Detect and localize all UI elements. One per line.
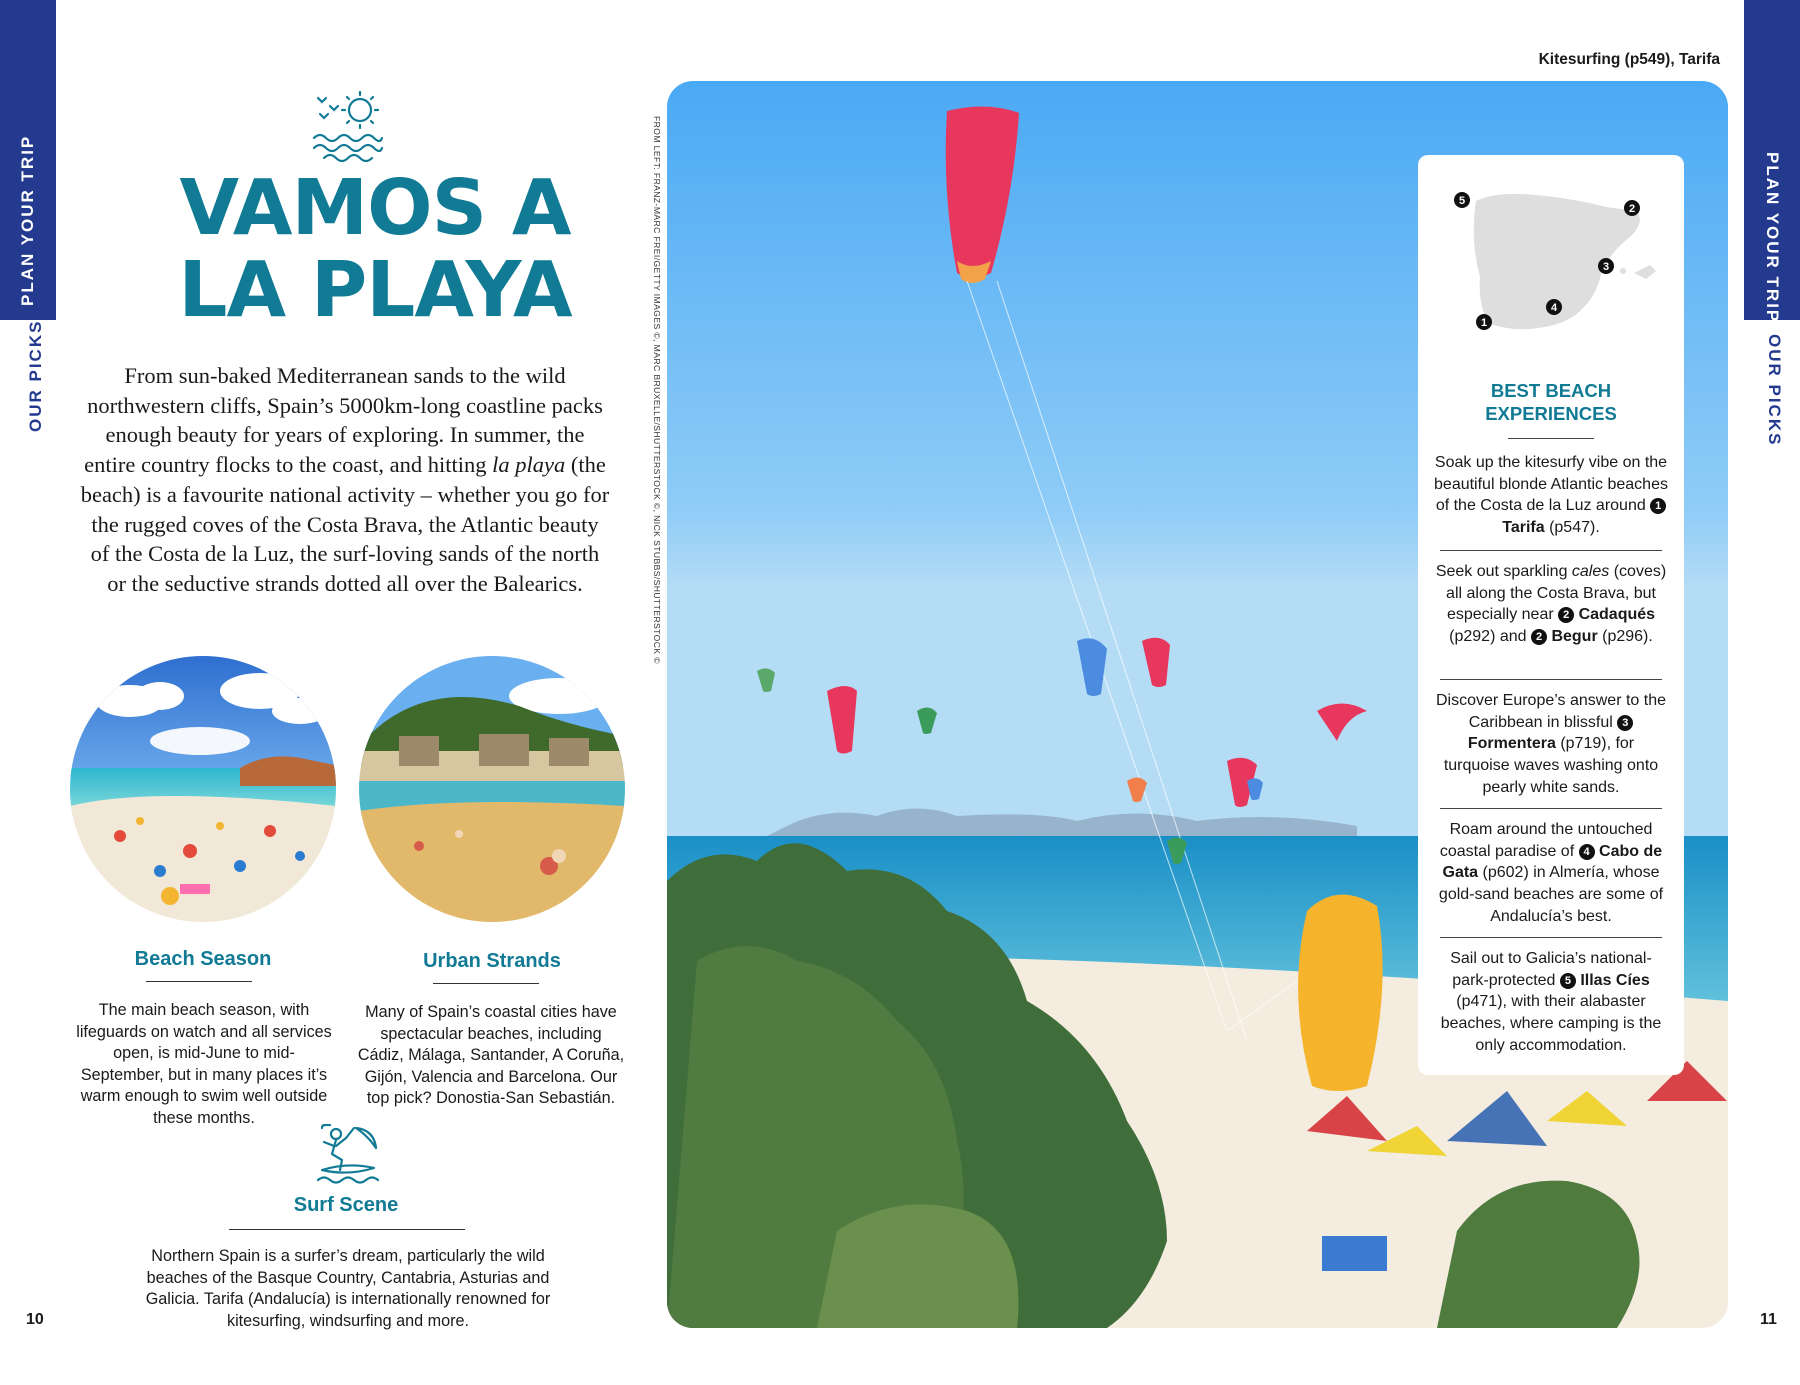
- pick-item: Sail out to Galicia’s national-park-protected 5 Illas Cíes (p471), with their alabaster beaches, where camping is the only accommodation.: [1440, 950, 1662, 1054]
- svg-text:2: 2: [1628, 203, 1636, 215]
- map-marker: [1546, 299, 1562, 315]
- svg-text:5: 5: [1458, 195, 1466, 207]
- beach-photo: [70, 656, 336, 922]
- subsection-label: OUR PICKS: [1765, 334, 1784, 447]
- pick-place: Cabo de Gata: [1442, 842, 1663, 882]
- section-tab-left: [0, 0, 56, 320]
- divider: [1508, 438, 1594, 439]
- divider: [1440, 808, 1662, 809]
- feature-title: Beach Season: [134, 948, 272, 970]
- page-title-line: LA PLAYA: [178, 246, 572, 335]
- svg-text:1: 1: [1480, 317, 1488, 329]
- panel-title-line: EXPERIENCES: [1485, 403, 1617, 424]
- pick-number: 3: [1617, 715, 1633, 731]
- divider: [1440, 550, 1662, 551]
- pick-place: Formentera: [1467, 735, 1556, 753]
- intro-text: From sun-baked Mediterranean sands to the wild northwestern cliffs, Spain’s 5000km-long coastline packs enough beauty for years of exploring. In summer, the entire country flocks to the coast, and hitting: [84, 363, 603, 478]
- pick-number: 5: [1560, 973, 1576, 989]
- page-title: [60, 164, 690, 335]
- feature-title: Urban Strands: [423, 950, 561, 972]
- pick-number: 2: [1531, 629, 1547, 645]
- svg-text:4: 4: [1550, 302, 1558, 314]
- pick-place: Cadaqués: [1578, 606, 1656, 624]
- feature-title: Surf Scene: [293, 1194, 399, 1216]
- page-title-line: VAMOS A: [179, 164, 571, 253]
- feature-body: Many of Spain’s coastal cities have spectacular beaches, including Cádiz, Málaga, Santander, A Coruña, Gijón, Valencia and Barcelona. Our top pick? Donostia-San Sebastián.: [357, 1003, 625, 1107]
- panel-title-line: BEST BEACH: [1490, 380, 1612, 401]
- surfer-icon: [316, 1124, 380, 1186]
- divider: [433, 983, 539, 984]
- spain-map: [1438, 173, 1668, 353]
- divider: [146, 981, 252, 982]
- pick-number: 2: [1558, 607, 1574, 623]
- pick-item: Seek out sparkling cales (coves) all along the Costa Brava, but especially near 2 Cadaqués (p292) and 2 Begur (p296).: [1435, 563, 1667, 646]
- pick-place: Illas Cíes: [1580, 971, 1650, 989]
- sun-waves-icon: [310, 90, 384, 162]
- svg-text:3: 3: [1602, 261, 1610, 273]
- feature-body: Northern Spain is a surfer’s dream, particularly the wild beaches of the Basque Country, Cantabria, Asturias and Galicia. Tarifa (Andalucía) is internationally renowned for kitesurfing, windsurfing and more.: [145, 1247, 551, 1330]
- city-beach-photo: [359, 656, 625, 922]
- photo-credit-text: FROM LEFT: FRANZ-MARC FREI/GETTY IMAGES ©, MARC BRUXELLE/SHUTTERSTOCK ©, NICK STUBBS/SHUTTERSTOCK ©: [652, 116, 662, 665]
- divider: [1440, 937, 1662, 938]
- pick-item: Soak up the kitesurfy vibe on the beautiful blonde Atlantic beaches of the Costa de la Luz around 1 Tarifa (p547).: [1434, 454, 1668, 537]
- page-number: 11: [1760, 1311, 1777, 1328]
- photo-credit: [650, 116, 660, 676]
- feature-body: The main beach season, with lifeguards on watch and all services open, is mid-June to mid-September, but in many places it’s warm enough to swim well outside these months.: [76, 1001, 332, 1127]
- divider: [229, 1229, 465, 1230]
- map-marker: [1454, 192, 1470, 208]
- map-marker: [1624, 200, 1640, 216]
- intro-italic: la playa: [492, 452, 566, 478]
- intro-text: (the beach) is a favourite national activity – whether you go for the rugged coves of the Costa Brava, the Atlantic beauty of the Costa de la Luz, the surf-loving sands of the north or the seductive strands dotted all over the Balearics.: [80, 452, 610, 596]
- subsection-label: OUR PICKS: [26, 319, 45, 432]
- photo-caption: Kitesurfing (p549), Tarifa: [1538, 51, 1720, 68]
- section-tab-label: PLAN YOUR TRIP: [1763, 152, 1782, 324]
- page-number: 10: [26, 1311, 44, 1328]
- pick-item: Roam around the untouched coastal paradise of 4 Cabo de Gata (p602) in Almería, whose gold-sand beaches are some of Andalucía’s best.: [1438, 821, 1664, 925]
- pick-place: Begur: [1551, 628, 1598, 646]
- map-marker: [1476, 314, 1492, 330]
- panel-title: [1418, 379, 1684, 425]
- section-tab-label: PLAN YOUR TRIP: [18, 134, 37, 306]
- pick-number: 1: [1650, 498, 1666, 514]
- section-tab-right: [1744, 0, 1800, 324]
- intro-paragraph: [80, 361, 610, 599]
- map-marker: [1598, 258, 1614, 274]
- divider: [1440, 679, 1662, 680]
- pick-number: 4: [1579, 844, 1595, 860]
- pick-place: Tarifa: [1502, 519, 1545, 537]
- best-beach-panel: [1418, 155, 1684, 1075]
- pick-item: Discover Europe’s answer to the Caribbean in blissful 3 Formentera (p719), for turquoise waves washing onto pearly white sands.: [1435, 692, 1667, 796]
